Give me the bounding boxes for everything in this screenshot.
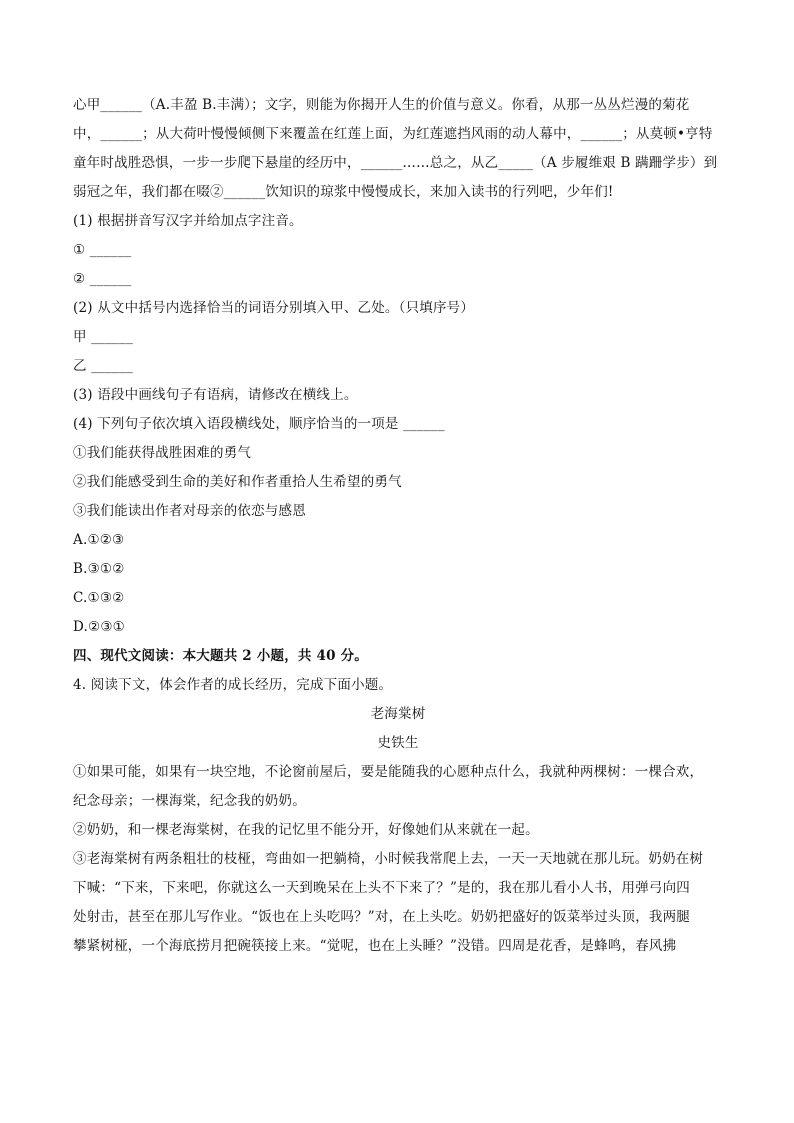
question-1: (1) 根据拼音写汉字并给加点字注音。 <box>73 213 303 229</box>
article-p2: ②奶奶，和一棵老海棠树，在我的记忆里不能分开，好像她们从来就在一起。 <box>73 822 539 838</box>
question-2-answer-yi: 乙 ______ <box>73 358 133 374</box>
article-p1-line-1: ①如果可能，如果有一块空地，不论窗前屋后，要是能随我的心愿种点什么，我就种两棵树：一棵合欢， <box>73 764 704 780</box>
article-p1-line-2: 纪念母亲；一棵海棠，纪念我的奶奶。 <box>73 793 306 809</box>
passage-paragraph <box>73 96 723 201</box>
question-2-answer-jia: 甲 ______ <box>73 329 133 345</box>
option-b: B.③①② <box>73 561 125 577</box>
document-page <box>73 96 723 966</box>
question-2: (2) 从文中括号内选择恰当的词语分别填入甲、乙处。（只填序号） <box>73 300 475 316</box>
section-heading: 四、现代文阅读：本大题共 2 小题，共 40 分。 <box>73 648 368 664</box>
article-author: 史铁生 <box>377 735 419 751</box>
question-1-answer-2: ② ______ <box>73 271 132 287</box>
question-4: (4) 下列句子依次填入语段横线处，顺序恰当的一项是 ______ <box>73 416 445 432</box>
article-title: 老海棠树 <box>370 706 426 722</box>
passage-line-2: 中，______；从大荷叶慢慢倾侧下来覆盖在红莲上面，为红莲遮挡风雨的动人幕中，______；从莫顿•亨特 <box>73 126 713 142</box>
passage-line-3: 童年时战胜恐惧，一步一步爬下悬崖的经历中，______……总之，从乙_____（A 步履维艰 B 蹒跚学步）到 <box>73 155 718 171</box>
question-4-sentence-2: ②我们能感受到生命的美好和作者重拾人生希望的勇气 <box>73 474 402 490</box>
question-4-sentence-1: ①我们能获得战胜困难的勇气 <box>73 445 252 461</box>
question-4-sentence-3: ③我们能读出作者对母亲的依恋与感恩 <box>73 503 306 519</box>
option-d: D.②③① <box>73 619 125 635</box>
option-a: A.①②③ <box>73 532 125 548</box>
passage-line-1: 心甲______（A.丰盈 B.丰满）；文字，则能为你揭开人生的价值与意义。你看，从那一丛丛烂漫的菊花 <box>73 97 690 113</box>
article-p3-line-1: ③老海棠树有两条粗壮的枝桠，弯曲如一把躺椅，小时候我常爬上去，一天一天地就在那儿玩。奶奶在树 <box>73 851 704 867</box>
article-p3-line-2: 下喊：“下来，下来吧，你就这么一天到晚呆在上头不下来了？”是的，我在那儿看小人书，用弹弓向四 <box>73 880 691 896</box>
article-p3-line-3: 处射击，甚至在那儿写作业。“饭也在上头吃吗？”对，在上头吃。奶奶把盛好的饭菜举过头顶，我两腿 <box>73 909 691 925</box>
article-p3-line-4: 攀紧树桠，一个海底捞月把碗筷接上来。“觉呢，也在上头睡？”没错。四周是花香，是蜂鸣，春风拂 <box>73 938 677 954</box>
question-3: (3) 语段中画线句子有语病，请修改在横线上。 <box>73 387 358 403</box>
option-c: C.①③② <box>73 590 125 606</box>
question-1-answer-1: ① ______ <box>73 242 132 258</box>
passage-line-4: 弱冠之年，我们都在啜②______饮知识的琼浆中慢慢成长，来加入读书的行列吧，少年们! <box>73 184 614 200</box>
reading-intro: 4. 阅读下文，体会作者的成长经历，完成下面小题。 <box>73 677 393 693</box>
